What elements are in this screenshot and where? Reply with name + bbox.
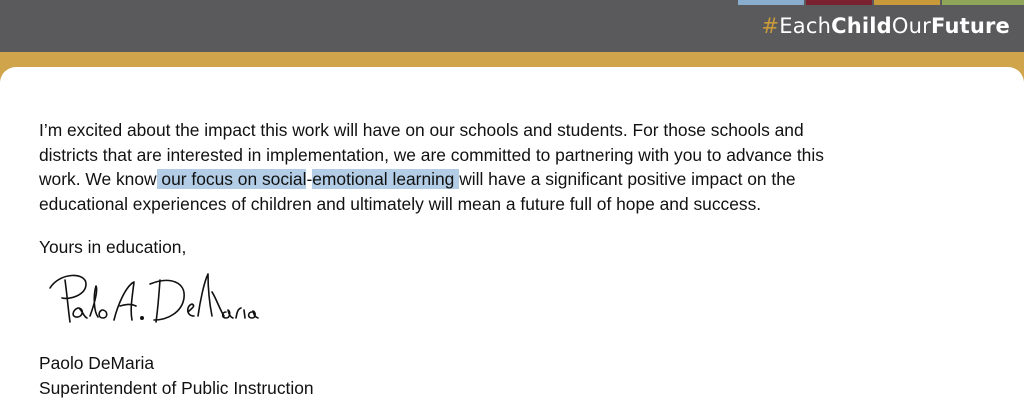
signatory-name: Paolo DeMaria <box>39 353 155 373</box>
letter-paragraph <box>39 118 999 216</box>
hashtag-symbol: # <box>761 14 780 38</box>
highlighted-text-1[interactable]: our focus on social <box>156 169 307 189</box>
color-stripe-gold <box>874 0 940 5</box>
color-stripe-blue <box>738 0 804 5</box>
color-stripe-green <box>942 0 1024 5</box>
hashtag-word-child: Child <box>831 14 892 38</box>
paragraph-line-2: districts that are interested in implementation, we are committed to partnering with you to advance this <box>39 144 824 165</box>
hashtag-word-future: Future <box>930 14 1010 38</box>
signatory-title: Superintendent of Public Instruction <box>39 377 314 398</box>
line-3-end: will have a significant positive impact on the <box>459 169 796 189</box>
handwritten-signature <box>40 262 260 334</box>
signatory-block <box>39 351 314 400</box>
closing-salutation: Yours in education, <box>39 237 187 257</box>
signature-icon <box>40 262 260 334</box>
color-stripe-maroon <box>806 0 872 5</box>
hashtag-word-each: Each <box>779 14 832 38</box>
paragraph-line-1: I’m excited about the impact this work will have on our schools and students. For those schools and <box>39 120 804 140</box>
line-3-hyphen: - <box>306 169 313 189</box>
line-3-start: work. We know <box>39 169 157 189</box>
header-banner <box>0 0 1024 52</box>
hashtag-word-our: Our <box>891 14 931 38</box>
paragraph-line-4: educational experiences of children and ultimately will mean a future full of hope and success. <box>39 193 762 214</box>
hashtag-logo <box>761 14 1010 38</box>
highlighted-text-2[interactable]: emotional learning <box>312 169 460 189</box>
paragraph-line-3 <box>39 167 999 192</box>
